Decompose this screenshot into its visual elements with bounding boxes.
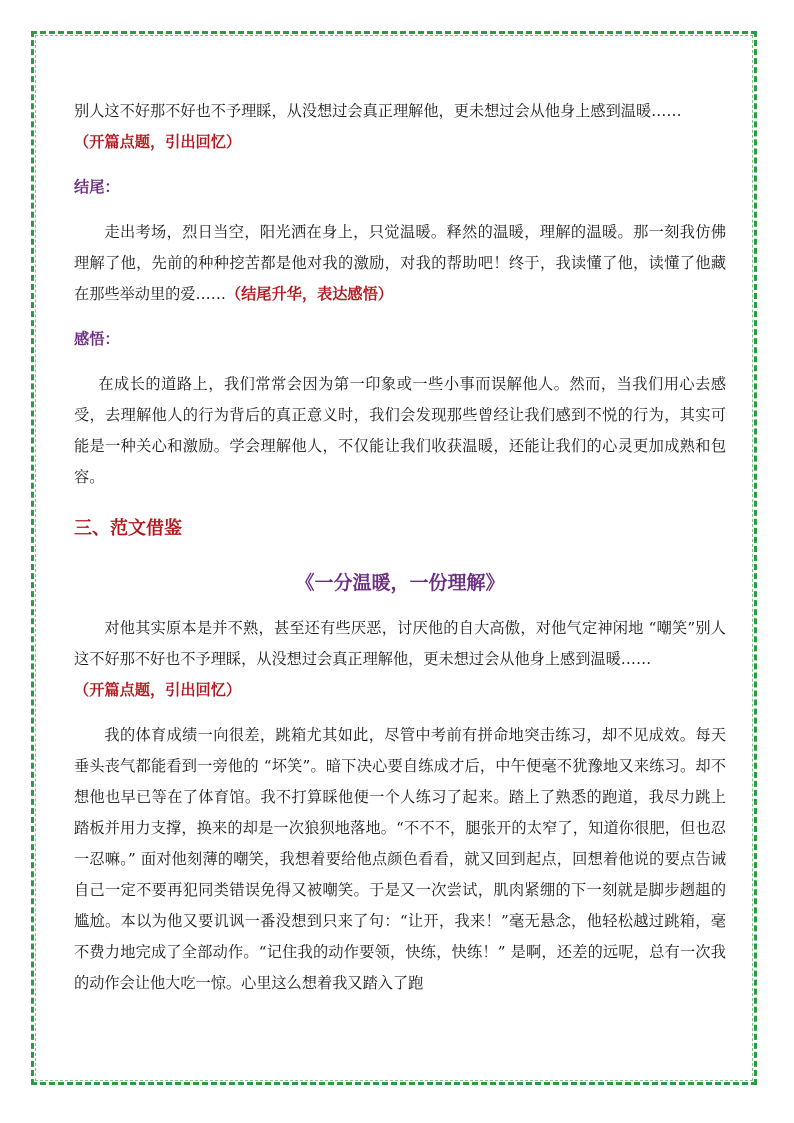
annotation-note: （开篇点题，引出回忆）: [74, 681, 242, 699]
annotation-note: （开篇点题，引出回忆）: [74, 133, 242, 151]
annotation-note: （结尾升华，表达感悟）: [225, 285, 393, 303]
document-body: [74, 96, 726, 999]
essay-paragraph-2: 我的体育成绩一向很差，跳箱尤其如此，尽管中考前有拼命地突击练习，却不见成效。每天垂头丧气都能看到一旁他的 “坏笑”。暗下决心要自练成才后，中午便毫不犹豫地又来练习。却不想他也早已等在了体育馆。我不打算睬他便一个人练习了起来。踏上了熟悉的跑道，我尽力跳上踏板并用力支撑，换来的却是一次狼狈地落地。“不不不，腿张开的太窄了，知道你很肥，但也忍一忍嘛。” 面对他刻薄的嘲笑，我想着要给他点颜色看看，就又回到起点，回想着他说的要点告诫自己一定不要再犯同类错误免得又被嘲笑。于是又一次尝试，肌肉紧绷的下一刻就是脚步趔趄的尴尬。本以为他又要讥讽一番没想到只来了句：“让开，我来！”毫无悬念，他轻松越过跳箱，毫不费力地完成了全部动作。“记住我的动作要领，快练，快练！” 是啊，还差的远呢，总有一次我的动作会让他大吃一惊。心里这么想着我又踏入了跑: [74, 726, 726, 992]
essay-paragraph-1-text: 对他其实原本是并不熟，甚至还有些厌恶，讨厌他的自大高傲，对他气定神闲地 “嘲笑”别人这不好那不好也不予理睬，从没想过会真正理解他，更未想过会从他身上感到温暖……: [74, 619, 726, 668]
essay-title: 《一分温暖，一份理解》: [295, 572, 505, 594]
section-heading: 三、范文借鉴: [74, 518, 182, 539]
continuation-text: 别人这不好那不好也不予理睬，从没想过会真正理解他，更未想过会从他身上感到温暖……: [74, 102, 682, 120]
essay-paragraph-1: [74, 613, 726, 706]
insight-paragraph: 在成长的道路上，我们常常会因为第一印象或一些小事而误解他人。然而，当我们用心去感受，去理解他人的行为背后的真正意义时，我们会发现那些曾经让我们感到不悦的行为，其实可能是一种关心和激励。学会理解他人，不仅能让我们收获温暖，还能让我们的心灵更加成熟和包容。: [74, 375, 726, 486]
ending-paragraph: [74, 217, 726, 310]
continuation-paragraph: [74, 96, 726, 158]
ending-label: 结尾：: [74, 178, 120, 196]
insight-label: 感悟：: [74, 330, 120, 348]
ending-text: 走出考场，烈日当空，阳光洒在身上，只觉温暖。释然的温暖，理解的温暖。那一刻我仿佛理解了他，先前的种种挖苦都是他对我的激励，对我的帮助吧！终于，我读懂了他，读懂了他藏在那些举动里的爱……: [74, 223, 726, 303]
